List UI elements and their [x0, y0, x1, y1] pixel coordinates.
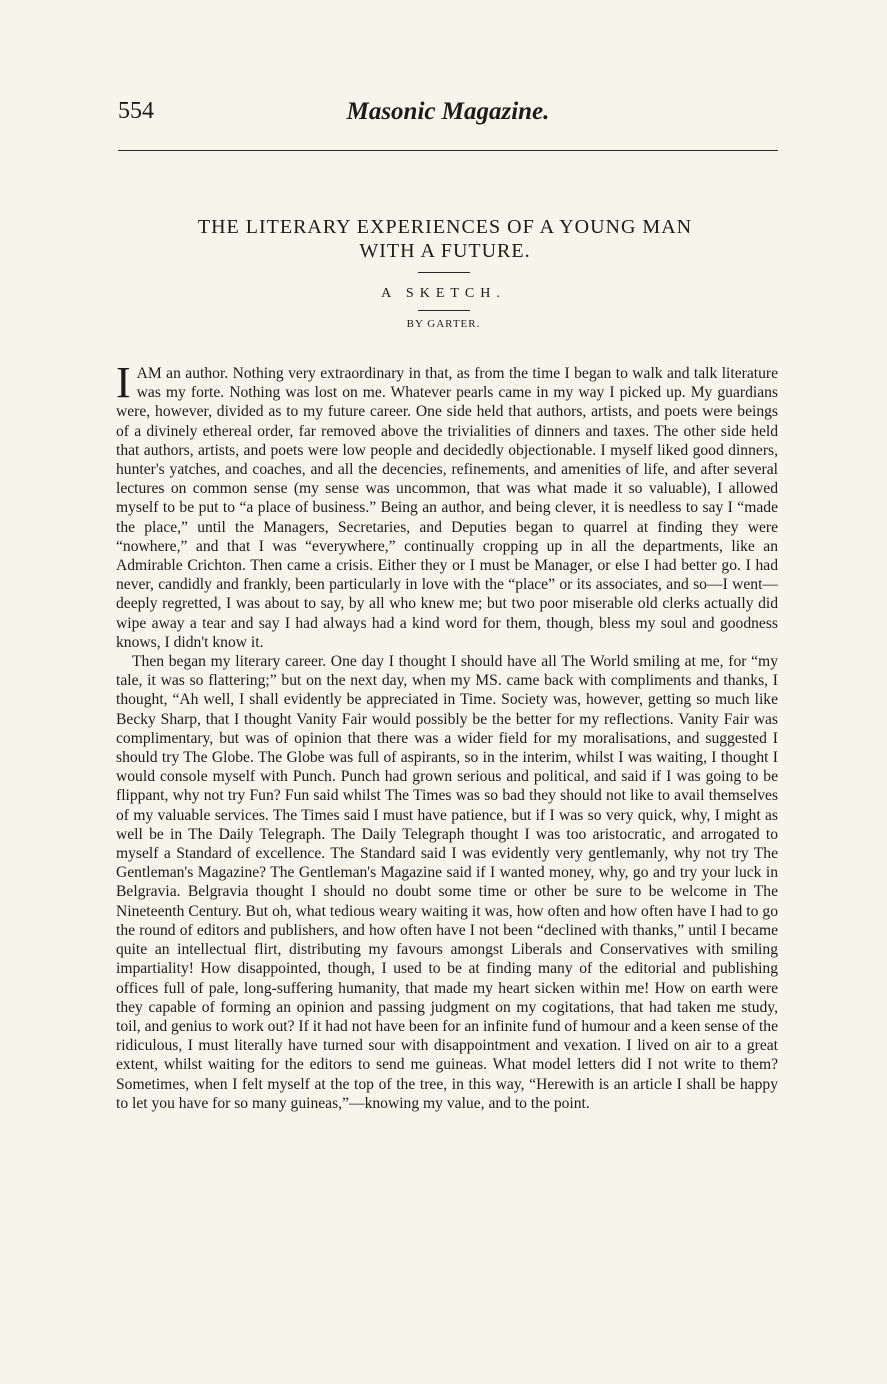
byline: BY GARTER. — [406, 318, 481, 330]
title-line-2: WITH A FUTURE. — [359, 240, 531, 262]
page-number: 554 — [118, 98, 154, 124]
page-header — [118, 98, 778, 134]
paragraph-2: Then began my literary career. One day I thought I should have all The World smiling at me, for “my tale, it was so flattering;” but on the next day, when my MS. came back with compliments and thanks, I thought, “Ah well, I shall evidently be appreciated in Time. Society was, however, getting so much like Becky Sharp, that I thought Vanity Fair would possibly be the better for my reflections. Vanity Fair was complimentary, but was of opinion that there was a wider field for my moralisations, and suggested I should try The Globe. The Globe was full of aspirants, so in the interim, whilst I was waiting, I thought I would console myself with Punch. Punch had grown serious and political, and said if I was going to be flippant, why not try Fun? Fun said whilst The Times was so bad they should not like to avail themselves of my valuable services. The Times said I must have patience, but if I was so very quick, why, I might as well be in The Daily Telegraph. The Daily Telegraph thought I was too aristocratic, and arrogated to myself a Standard of excellence. The Standard said I was evidently very gentlemanly, why not try The Gentleman's Magazine? The Gentleman's Magazine said if I wanted money, why, go and try your luck in Belgravia. Belgravia thought I should no doubt some time or other be sure to be welcome in The Nineteenth Century. But oh, what tedious weary waiting it was, how often and how often have I had to go the round of editors and publishers, and how often have I not been “declined with thanks,” until I became quite an intellectual flirt, distributing my favours amongst Liberals and Conservatives with smiling impartiality! How disappointed, though, I used to be at finding many of the editorial and publishing offices full of pale, long-suffering humanity, that made my heart sicken within me! How on earth were they capable of forming an opinion and passing judgment on my cogitations, that had taken me study, toil, and genius to work out? If it had not have been for an infinite fund of humour and a keen sense of the ridiculous, I must literally have turned sour with disappointment and vexation. I lived on air to a great extent, whilst waiting for the editors to send me guineas. What model letters did I not write to them? Sometimes, when I felt myself at the top of the tree, in this way, “Herewith is an article I shall be happy to let you have for so many guineas,”—knowing my value, and to the point. — [116, 653, 778, 1112]
article-body — [116, 358, 778, 1113]
drop-cap: I — [116, 358, 131, 407]
subtitle-divider — [418, 310, 470, 311]
paragraph-1 — [116, 358, 778, 652]
title-line-1: THE LITERARY EXPERIENCES OF A YOUNG MAN — [197, 216, 693, 238]
header-rule — [118, 150, 778, 151]
paragraph-1-text: AM an author. Nothing very extraordinary in that, as from the time I began to walk and talk literature was my forte. Nothing was lost on me. Whatever pearls came in my way I picked up. My guardians were, however, divided as to my future career. One side held that authors, artists, and poets were beings of a divinely ethereal order, far removed above the trivialities of dinners and taxes. The other side held that authors, artists, and poets were low people and decidedly objectionable. I myself liked good dinners, hunter's yatches, and coaches, and all the decencies, refinements, and amenities of life, and after several lectures on common sense (my sense was uncommon, that was what made it so valuable), I allowed myself to be put to “a place of business.” Being an author, and being clever, it is needless to say I “made the place,” until the Managers, Secretaries, and Deputies began to quarrel at finding they were “nowhere,” and that I was “everywhere,” continually cropping up in all the departments, like an Admirable Crichton. Then came a crisis. Either they or I must be Manager, or else I had better go. I had never, candidly and frankly, been particularly in love with the “place” or its associates, and so—I went—deeply regretted, I was about to say, by all who knew me; but two poor miserable old clerks actually did wipe away a tear and say I had always had a kind word for them, though, bless my soul and goodness knows, I didn't know it. — [116, 365, 778, 651]
running-title: Masonic Magazine. — [346, 98, 550, 125]
article-title — [160, 215, 730, 263]
title-divider — [418, 272, 470, 273]
article-subtitle: A SKETCH. — [381, 286, 506, 301]
